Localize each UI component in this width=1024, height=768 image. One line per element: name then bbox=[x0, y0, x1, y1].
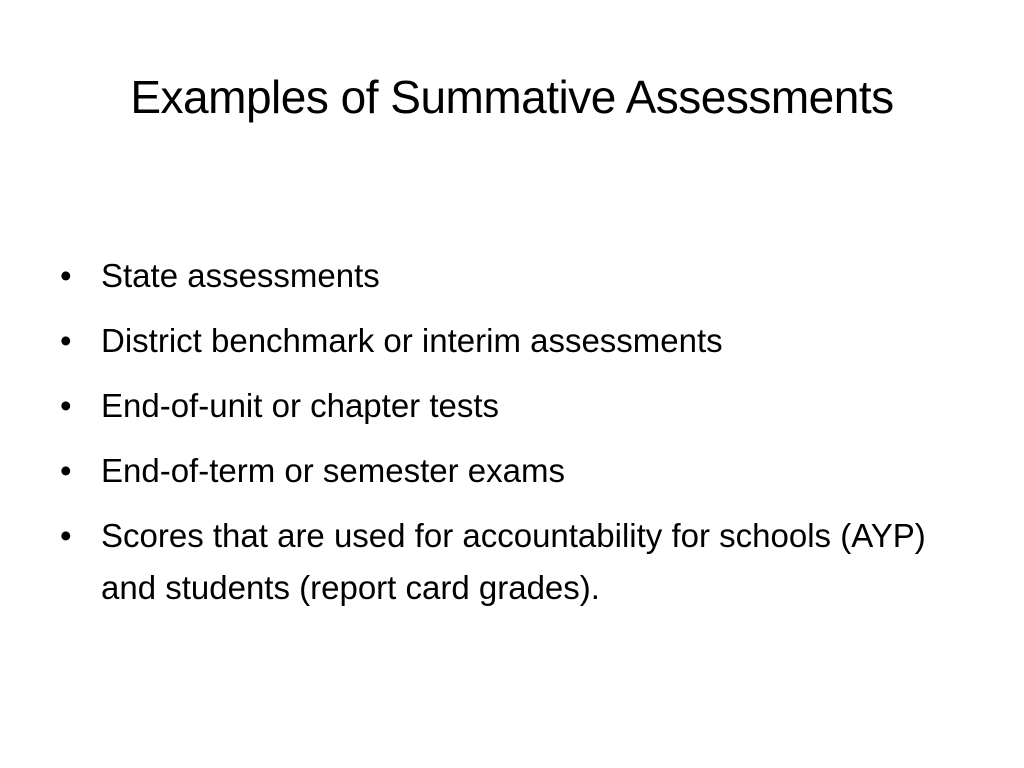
bullet-dot-icon: • bbox=[60, 517, 72, 554]
bullet-item-end-of-unit bbox=[56, 380, 936, 432]
bullet-text: District benchmark or interim assessments bbox=[101, 322, 723, 359]
bullet-dot-icon: • bbox=[60, 257, 72, 294]
bullet-dot-icon: • bbox=[60, 387, 72, 424]
bullet-item-end-of-term bbox=[56, 445, 936, 497]
bullet-item-district-benchmark bbox=[56, 315, 936, 367]
slide-title: Examples of Summative Assessments bbox=[130, 71, 894, 123]
bullet-dot-icon: • bbox=[60, 322, 72, 359]
bullet-text: Scores that are used for accountability for schools (AYP) and students (report card grades). bbox=[101, 517, 926, 606]
bullet-item-state-assessments bbox=[56, 250, 936, 302]
bullet-text: State assessments bbox=[101, 257, 380, 294]
bullet-text: End-of-unit or chapter tests bbox=[101, 387, 500, 424]
bullet-list bbox=[56, 250, 936, 614]
bullet-text: End-of-term or semester exams bbox=[101, 452, 565, 489]
bullet-dot-icon: • bbox=[60, 452, 72, 489]
bullet-item-accountability-scores bbox=[56, 510, 936, 614]
